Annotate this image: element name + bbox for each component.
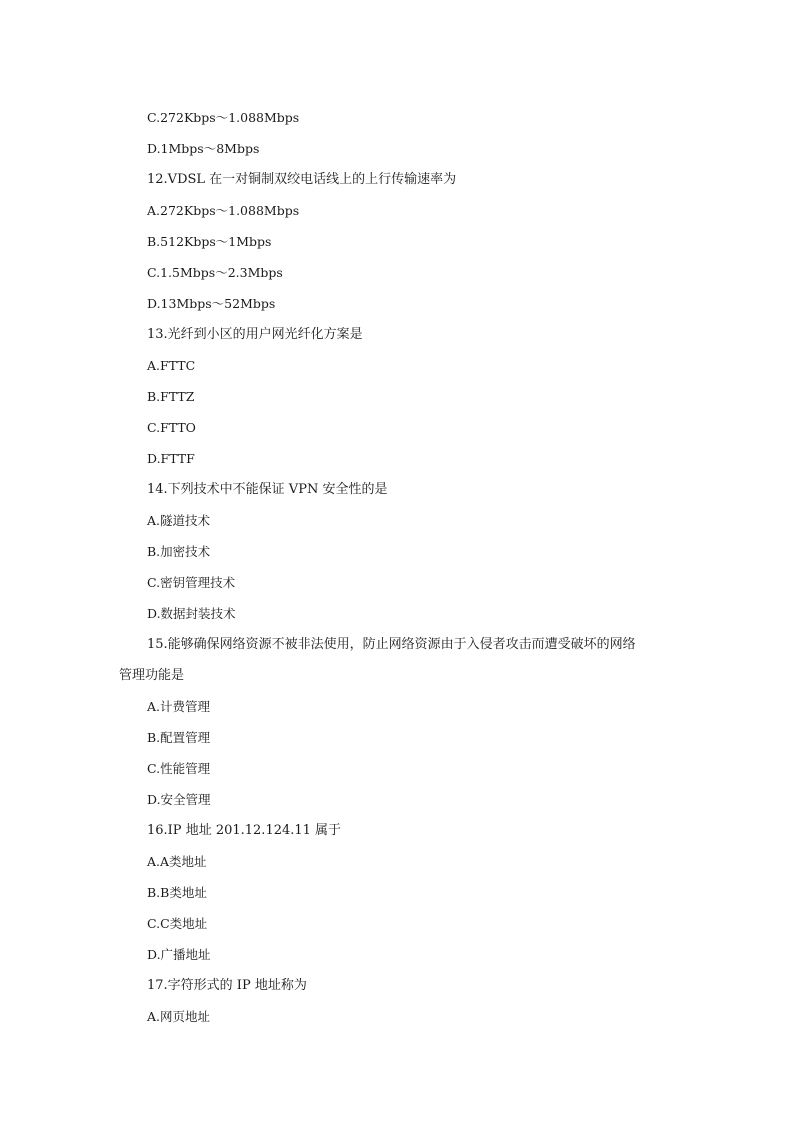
question-15-stem: 15.能够确保网络资源不被非法使用，防止网络资源由于入侵者攻击而遭受破坏的网络 xyxy=(147,637,636,652)
option-b-q16: B.B类地址 xyxy=(147,885,207,900)
question-text-block xyxy=(119,102,679,1032)
option-a-q15: A.计费管理 xyxy=(147,699,211,714)
option-b-q13: B.FTTZ xyxy=(147,389,195,404)
option-c-q14: C.密钥管理技术 xyxy=(147,575,236,590)
option-d-q11: D.1Mbps～8Mbps xyxy=(147,141,260,156)
question-13-stem: 13.光纤到小区的用户网光纤化方案是 xyxy=(147,327,363,342)
option-c-q13: C.FTTO xyxy=(147,420,196,435)
option-d-q16: D.广播地址 xyxy=(147,947,211,962)
option-b-q14: B.加密技术 xyxy=(147,544,211,559)
option-a-q16: A.A类地址 xyxy=(147,854,207,869)
question-12-stem: 12.VDSL 在一对铜制双绞电话线上的上行传输速率为 xyxy=(147,172,457,187)
option-c-q11: C.272Kbps～1.088Mbps xyxy=(147,110,300,125)
option-c-q12: C.1.5Mbps～2.3Mbps xyxy=(147,265,283,280)
option-a-q14: A.隧道技术 xyxy=(147,513,211,528)
question-16-stem: 16.IP 地址 201.12.124.11 属于 xyxy=(147,823,342,838)
question-15-stem-continued: 管理功能是 xyxy=(119,668,185,683)
option-c-q16: C.C类地址 xyxy=(147,916,208,931)
option-a-q17: A.网页地址 xyxy=(147,1009,211,1024)
question-17-stem: 17.字符形式的 IP 地址称为 xyxy=(147,978,307,993)
option-d-q13: D.FTTF xyxy=(147,451,195,466)
option-b-q12: B.512Kbps～1Mbps xyxy=(147,234,272,249)
option-a-q13: A.FTTC xyxy=(147,358,196,373)
option-c-q15: C.性能管理 xyxy=(147,761,211,776)
option-d-q15: D.安全管理 xyxy=(147,792,211,807)
option-b-q15: B.配置管理 xyxy=(147,730,211,745)
question-14-stem: 14.下列技术中不能保证 VPN 安全性的是 xyxy=(147,482,388,497)
option-d-q12: D.13Mbps～52Mbps xyxy=(147,296,276,311)
option-d-q14: D.数据封装技术 xyxy=(147,606,236,621)
option-a-q12: A.272Kbps～1.088Mbps xyxy=(147,203,300,218)
